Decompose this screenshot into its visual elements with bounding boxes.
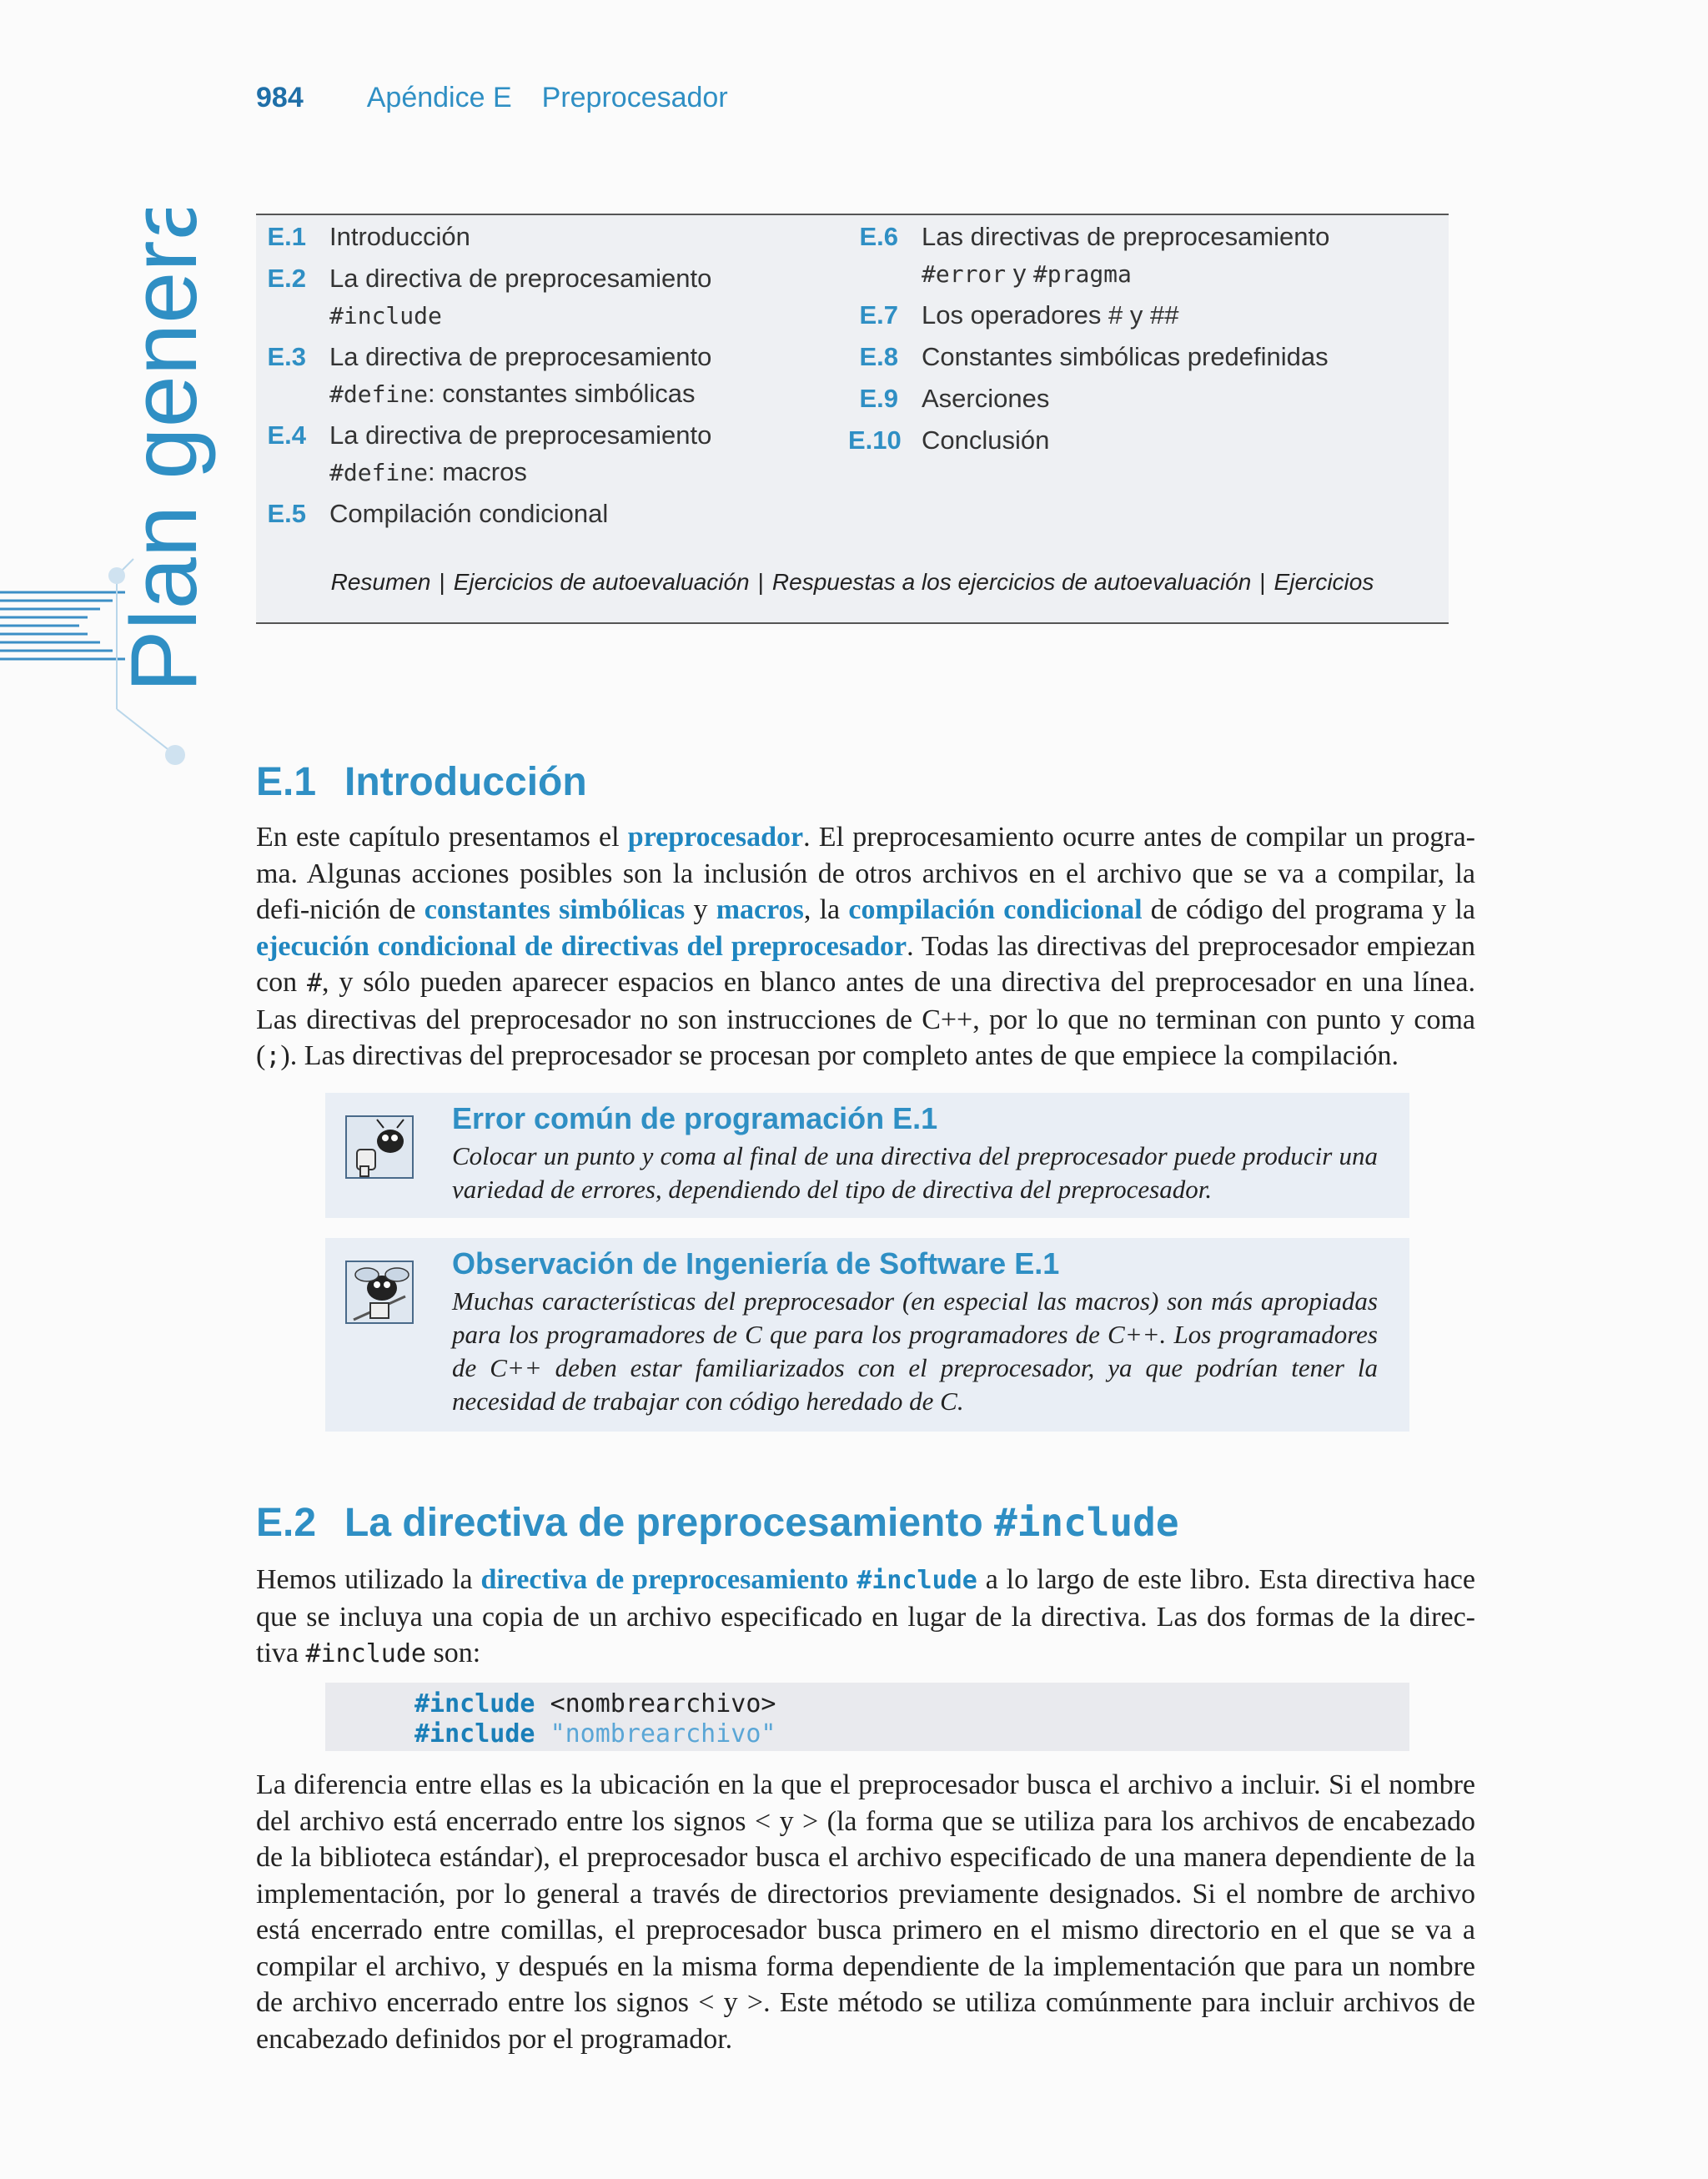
code-directive: #include bbox=[414, 1719, 535, 1749]
outline-label-code: #define bbox=[329, 380, 429, 408]
tip-text: Muchas características del preprocesador (en especial las macros) son más apropiadas para los programadores de C que para los programadores de C++. Los programadores de C++ deben estar familiarizados con el preprocesador, ya que podrían tener la necesidad de trabajar con código heredado de C. bbox=[452, 1286, 1378, 1416]
outline-item[interactable] bbox=[848, 422, 1049, 459]
code-example bbox=[325, 1683, 1409, 1751]
section-heading-e1 bbox=[256, 759, 587, 805]
bug-thumbs-down-icon bbox=[342, 1110, 417, 1185]
outline-item[interactable] bbox=[848, 297, 1179, 334]
outline-label: Las directivas de preprocesamiento bbox=[922, 222, 1330, 251]
outline-item[interactable] bbox=[256, 339, 711, 413]
outline-item[interactable] bbox=[848, 339, 1329, 375]
outline-label: La directiva de preprocesamiento bbox=[329, 420, 712, 450]
section-title-code: #include bbox=[994, 1500, 1179, 1545]
outline-item[interactable] bbox=[256, 260, 711, 335]
section1-paragraph bbox=[256, 819, 1475, 1075]
code-directive: #include bbox=[414, 1689, 535, 1719]
chapter-outline bbox=[256, 214, 1449, 624]
tip-text: Colocar un punto y coma al final de una directiva del preprocesador puede producir una variedad de errores, dependiendo del tipo de directiva del preprocesador. bbox=[452, 1141, 1378, 1204]
outline-number: E.9 bbox=[859, 384, 898, 413]
running-header bbox=[256, 82, 728, 118]
section-title: La directiva de preprocesamiento bbox=[344, 1501, 994, 1545]
outline-label: Introducción bbox=[329, 222, 470, 251]
footer-separator: | bbox=[1259, 569, 1266, 595]
outline-number: E.5 bbox=[267, 499, 306, 528]
outline-item[interactable] bbox=[848, 380, 1049, 417]
footer-separator: | bbox=[757, 569, 764, 595]
term-preprocessor: preprocesador bbox=[627, 822, 804, 853]
outline-item[interactable] bbox=[848, 219, 1329, 293]
outline-item[interactable] bbox=[256, 496, 608, 532]
side-lines-graphic bbox=[0, 209, 217, 776]
section-title: Introducción bbox=[344, 760, 587, 804]
footer-link-summary[interactable]: Resumen bbox=[330, 569, 431, 595]
header-title: Preprocesador bbox=[541, 82, 728, 113]
term-symbolic-constants: constantes simbólicas bbox=[424, 894, 686, 925]
code-line bbox=[414, 1719, 776, 1749]
text-run: . El preprocesamiento ocurre antes de compilar un progra-ma. Algunas acciones posibles son la inclusión de otros archivos en el archivo que se va a compilar, la defi-nición de bbox=[256, 822, 1475, 925]
outline-number: E.1 bbox=[267, 222, 306, 251]
outline-label: Constantes simbólicas predefinidas bbox=[922, 342, 1329, 371]
term-include-directive bbox=[481, 1564, 977, 1595]
outline-label-code: #pragma bbox=[1032, 260, 1132, 288]
code-argument: "nombrearchivo" bbox=[550, 1719, 776, 1749]
term-conditional-execution: ejecución condicional de directivas del preprocesador bbox=[256, 930, 907, 962]
text-run: . Todas las directivas del preprocesador empiezan con bbox=[256, 930, 1476, 998]
footer-separator: | bbox=[439, 569, 445, 595]
section-number: E.1 bbox=[256, 760, 317, 804]
text-run: , y sólo pueden aparecer espacios en blanco antes de una directiva del preprocesador en una línea. Las directivas del preprocesador no son instrucciones de C++, por lo que no terminan con punto y coma ( bbox=[256, 967, 1475, 1071]
term-text: directiva de preprocesamiento bbox=[480, 1564, 857, 1595]
text-run: ). Las directivas del preprocesador se procesan por completo antes de que empiece la compilación. bbox=[280, 1040, 1399, 1071]
outline-number: E.2 bbox=[267, 264, 306, 293]
text-run: son: bbox=[425, 1638, 481, 1668]
outline-number: E.8 bbox=[859, 342, 898, 371]
footer-link-answers[interactable]: Respuestas a los ejercicios de autoevaluación bbox=[771, 569, 1252, 595]
outline-label: La directiva de preprocesamiento bbox=[329, 342, 712, 371]
section2-paragraph-1 bbox=[256, 1562, 1475, 1673]
outline-label-rest: : constantes simbólicas bbox=[428, 379, 696, 408]
footer-link-exercises[interactable]: Ejercicios bbox=[1273, 569, 1374, 595]
outline-label: Los operadores # y ## bbox=[922, 300, 1179, 330]
section-number: E.2 bbox=[256, 1501, 317, 1545]
tip-title: Observación de Ingeniería de Software E.1 bbox=[452, 1246, 1060, 1281]
outline-number: E.10 bbox=[848, 425, 902, 455]
outline-footer bbox=[256, 569, 1449, 596]
text-run: , la bbox=[803, 894, 849, 925]
tip-title: Error común de programación E.1 bbox=[452, 1101, 938, 1135]
outline-label-code: #error bbox=[922, 260, 1007, 288]
outline-label: La directiva de preprocesamiento bbox=[329, 264, 712, 293]
term-macros: macros bbox=[716, 894, 804, 925]
page-number: 984 bbox=[256, 82, 304, 113]
footer-link-self-review[interactable]: Ejercicios de autoevaluación bbox=[453, 569, 750, 595]
outline-label-rest: : macros bbox=[428, 457, 527, 486]
side-decoration bbox=[0, 209, 217, 776]
code-line bbox=[414, 1689, 776, 1719]
outline-number: E.7 bbox=[859, 300, 898, 330]
outline-label-rest: y bbox=[1006, 259, 1033, 288]
bug-engineer-icon bbox=[342, 1255, 417, 1330]
term-code: #include bbox=[857, 1566, 977, 1595]
header-appendix: Apéndice E bbox=[366, 82, 512, 113]
section-heading-e2 bbox=[256, 1500, 1179, 1546]
outline-number: E.3 bbox=[267, 342, 306, 371]
outline-label: Aserciones bbox=[922, 384, 1050, 413]
term-conditional-compilation: compilación condicional bbox=[848, 894, 1143, 925]
text-run: a lo largo de este libro. Esta directiva hace que se incluya una copia de un archivo especificado en lugar de la directiva. Las dos formas de la direc-tiva bbox=[256, 1564, 1475, 1668]
text-run: de código del programa y la bbox=[1142, 894, 1475, 925]
side-vertical-label: Plan general bbox=[112, 209, 216, 692]
code-argument: <nombrearchivo> bbox=[550, 1689, 776, 1719]
text-run: y bbox=[685, 894, 716, 925]
outline-item[interactable] bbox=[256, 219, 470, 255]
outline-label-code: #include bbox=[329, 302, 442, 330]
outline-number: E.4 bbox=[267, 420, 306, 450]
inline-code: ; bbox=[265, 1042, 281, 1071]
inline-code: #include bbox=[305, 1639, 426, 1668]
outline-item[interactable] bbox=[256, 417, 711, 491]
outline-label-code: #define bbox=[329, 459, 429, 486]
tip-software-engineering bbox=[325, 1238, 1409, 1432]
outline-label: Conclusión bbox=[922, 425, 1050, 455]
section2-paragraph-2: La diferencia entre ellas es la ubicación en la que el preprocesador busca el archivo a incluir. Si el nombre del archivo está encerrado entre los signos < y > (la forma que se utiliza para los archivos de encabezado de la biblioteca estándar), el preprocesador busca el archivo especificado de una manera dependiente de la implementación, por lo general a través de directorios previamente designados. Si el nombre de archivo está encerrado entre comillas, el preprocesador busca primero en el mismo directorio en el que se va a compilar el archivo, y después en la misma forma dependiente de la implementación que para un nombre de archivo encerrado entre los signos < y >. Este método se utiliza comúnmente para incluir archivos de encabezado definidos por el programador. bbox=[256, 1769, 1475, 2055]
inline-code: # bbox=[306, 969, 323, 998]
outline-number: E.6 bbox=[859, 222, 898, 251]
text-run: Hemos utilizado la bbox=[256, 1564, 481, 1595]
text-run: En este capítulo presentamos el bbox=[256, 822, 628, 853]
outline-label: Compilación condicional bbox=[329, 499, 609, 528]
tip-common-error bbox=[325, 1093, 1409, 1218]
